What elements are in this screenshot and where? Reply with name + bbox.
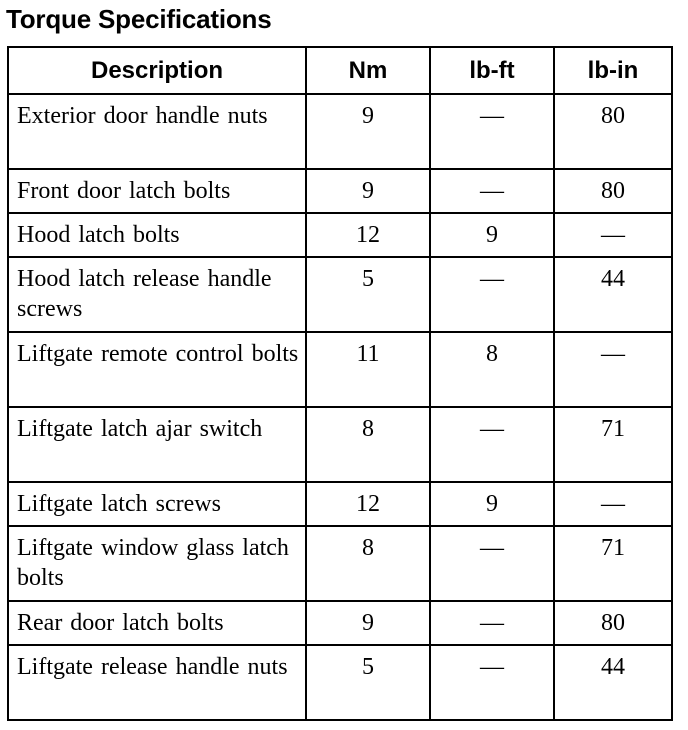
- column-header-lb-in: lb-in: [554, 47, 672, 94]
- cell-description: Liftgate window glass latch bolts: [8, 526, 306, 601]
- column-header-nm: Nm: [306, 47, 430, 94]
- table-row: [8, 257, 672, 332]
- cell-description: Liftgate latch ajar switch: [8, 407, 306, 482]
- cell-lb-in: 80: [554, 601, 672, 645]
- cell-description: Hood latch release handle screws: [8, 257, 306, 332]
- cell-lb-in: 44: [554, 257, 672, 332]
- cell-nm: 5: [306, 645, 430, 720]
- table-body: [8, 94, 672, 720]
- torque-spec-table: [7, 46, 673, 721]
- page-title: Torque Specifications: [6, 4, 272, 34]
- cell-description: Rear door latch bolts: [8, 601, 306, 645]
- table-row: [8, 213, 672, 257]
- table-row: [8, 407, 672, 482]
- cell-lb-ft: —: [430, 407, 554, 482]
- table-row: [8, 332, 672, 407]
- cell-lb-ft: —: [430, 601, 554, 645]
- cell-lb-ft: —: [430, 645, 554, 720]
- cell-description: Front door latch bolts: [8, 169, 306, 213]
- cell-nm: 12: [306, 482, 430, 526]
- cell-lb-ft: 9: [430, 482, 554, 526]
- cell-nm: 9: [306, 601, 430, 645]
- cell-lb-ft: —: [430, 169, 554, 213]
- cell-nm: 11: [306, 332, 430, 407]
- cell-description: Hood latch bolts: [8, 213, 306, 257]
- column-header-lb-ft: lb-ft: [430, 47, 554, 94]
- cell-description: Liftgate remote control bolts: [8, 332, 306, 407]
- header-row: [8, 47, 672, 94]
- cell-lb-ft: —: [430, 257, 554, 332]
- cell-nm: 5: [306, 257, 430, 332]
- cell-lb-in: —: [554, 213, 672, 257]
- cell-lb-in: —: [554, 332, 672, 407]
- cell-lb-in: 80: [554, 94, 672, 169]
- cell-lb-in: —: [554, 482, 672, 526]
- table-row: [8, 601, 672, 645]
- cell-lb-in: 71: [554, 526, 672, 601]
- cell-description: Liftgate release handle nuts: [8, 645, 306, 720]
- table-row: [8, 526, 672, 601]
- cell-lb-ft: —: [430, 526, 554, 601]
- table-row: [8, 482, 672, 526]
- cell-lb-ft: 8: [430, 332, 554, 407]
- cell-description: Liftgate latch screws: [8, 482, 306, 526]
- table-header: [8, 47, 672, 94]
- table-row: [8, 645, 672, 720]
- cell-nm: 8: [306, 526, 430, 601]
- cell-lb-in: 71: [554, 407, 672, 482]
- column-header-description: Description: [8, 47, 306, 94]
- cell-lb-ft: 9: [430, 213, 554, 257]
- cell-lb-in: 44: [554, 645, 672, 720]
- table-row: [8, 169, 672, 213]
- table-row: [8, 94, 672, 169]
- cell-description: Exterior door handle nuts: [8, 94, 306, 169]
- cell-nm: 12: [306, 213, 430, 257]
- cell-nm: 9: [306, 94, 430, 169]
- cell-lb-in: 80: [554, 169, 672, 213]
- cell-lb-ft: —: [430, 94, 554, 169]
- cell-nm: 9: [306, 169, 430, 213]
- cell-nm: 8: [306, 407, 430, 482]
